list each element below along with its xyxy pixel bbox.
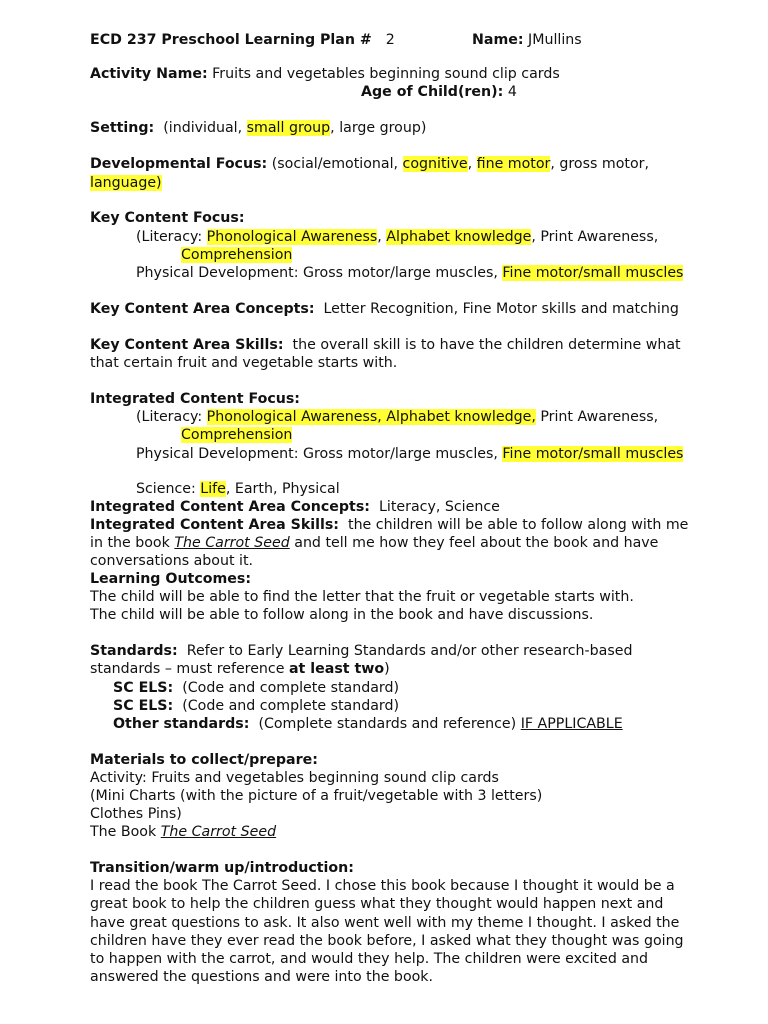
- age-value: 4: [507, 84, 517, 100]
- age-label: Age of Child(ren):: [361, 84, 504, 100]
- materials-book: The Book The Carrot Seed: [90, 824, 277, 840]
- life-highlight: Life: [200, 481, 226, 497]
- integrated-concepts-line: Integrated Content Area Concepts: Literacy, Science: [90, 499, 500, 515]
- transition-line: have great questions to ask. It also went well with my theme I thought. I asked the: [90, 915, 680, 931]
- book-title: The Carrot Seed: [174, 535, 290, 551]
- integrated-comprehension-line: [181, 426, 292, 444]
- materials-mini-charts: (Mini Charts (with the picture of a fruit/vegetable with 3 letters): [90, 788, 543, 804]
- transition-line: children have they ever read the book before, I asked what they thought was going: [90, 933, 684, 949]
- transition-heading: Transition/warm up/introduction:: [90, 860, 354, 876]
- activity-line: [90, 65, 560, 83]
- cognitive-highlight: cognitive: [402, 156, 468, 172]
- standards-line-2: standards – must reference at least two): [90, 661, 390, 677]
- transition-line: answered the questions and were into the book.: [90, 969, 434, 985]
- phonological-highlight: Phonological Awareness: [206, 229, 378, 245]
- integrated-skills-line-3: conversations about it.: [90, 553, 254, 569]
- other-standards-line: Other standards: (Complete standards and reference) IF APPLICABLE: [113, 716, 623, 732]
- plan-number: 2: [385, 32, 395, 48]
- learning-outcomes-heading: Learning Outcomes:: [90, 571, 252, 587]
- name-value: JMullins: [528, 32, 582, 48]
- transition-line: great book to help the children guess what they thought would happen next and: [90, 896, 664, 912]
- learning-outcome-1: The child will be able to find the letter that the fruit or vegetable starts with.: [90, 589, 634, 605]
- setting-highlight: small group: [246, 120, 331, 136]
- alphabet-highlight: Alphabet knowledge: [386, 229, 532, 245]
- learning-outcome-2: The child will be able to follow along in the book and have discussions.: [90, 607, 594, 623]
- key-physical-line: Physical Development: Gross motor/large muscles, Fine motor/small muscles: [136, 265, 684, 281]
- transition-line: to happen with the carrot, and would they help. The children were excited and: [90, 951, 649, 967]
- sc-els-line-1: SC ELS: (Code and complete standard): [113, 680, 400, 696]
- fine-motor-small-highlight: Fine motor/small muscles: [502, 265, 684, 281]
- key-comprehension-line: [181, 246, 292, 264]
- key-skills-line: Key Content Area Skills: the overall skill is to have the children determine what: [90, 337, 681, 353]
- transition-line: I read the book The Carrot Seed. I chose this book because I thought it would be a: [90, 878, 675, 894]
- developmental-focus-line: Developmental Focus: (social/emotional, cognitive, fine motor, gross motor,: [90, 156, 649, 172]
- integrated-comprehension-highlight: Comprehension: [181, 427, 293, 443]
- integrated-literacy-line: (Literacy: Phonological Awareness, Alphabet knowledge, Print Awareness,: [136, 409, 659, 425]
- name-label: Name:: [472, 32, 524, 48]
- materials-activity-line: Activity: Fruits and vegetables beginning sound clip cards: [90, 770, 499, 786]
- integrated-skills-line: Integrated Content Area Skills: the children will be able to follow along with me: [90, 517, 689, 533]
- science-line: Science: Life, Earth, Physical: [136, 481, 340, 497]
- setting-label: Setting:: [90, 120, 155, 136]
- key-literacy-line: (Literacy: Phonological Awareness, Alphabet knowledge, Print Awareness,: [136, 229, 659, 245]
- key-skills-line-2: that certain fruit and vegetable starts with.: [90, 355, 398, 371]
- plan-label: ECD 237 Preschool Learning Plan #: [90, 32, 372, 48]
- sc-els-line-2: SC ELS: (Code and complete standard): [113, 698, 400, 714]
- comprehension-highlight: Comprehension: [181, 247, 293, 263]
- materials-clothes-pins: Clothes Pins): [90, 806, 182, 822]
- activity-label: Activity Name:: [90, 66, 208, 82]
- header-line: [90, 31, 395, 49]
- materials-heading: Materials to collect/prepare:: [90, 752, 318, 768]
- activity-value: Fruits and vegetables beginning sound clip cards: [212, 66, 560, 82]
- language-highlight: language): [90, 175, 162, 191]
- integrated-fine-motor-highlight: Fine motor/small muscles: [502, 446, 684, 462]
- developmental-focus-line-2: [90, 174, 162, 192]
- age-line: [361, 83, 517, 101]
- integrated-focus-heading: Integrated Content Focus:: [90, 391, 300, 407]
- integrated-phonological-highlight: Phonological Awareness, Alphabet knowledge,: [206, 409, 536, 425]
- setting-line: Setting: (individual, small group, large group): [90, 120, 427, 136]
- fine-motor-highlight: fine motor: [476, 156, 551, 172]
- standards-line: Standards: Refer to Early Learning Standards and/or other research-based: [90, 643, 633, 659]
- integrated-skills-line-2: in the book The Carrot Seed and tell me how they feel about the book and have: [90, 535, 659, 551]
- if-applicable: IF APPLICABLE: [520, 716, 623, 732]
- key-content-focus-heading: Key Content Focus:: [90, 210, 245, 226]
- developmental-focus-label: Developmental Focus:: [90, 156, 268, 172]
- integrated-physical-line: Physical Development: Gross motor/large muscles, Fine motor/small muscles: [136, 446, 684, 462]
- name-line: [472, 31, 582, 49]
- key-concepts-line: Key Content Area Concepts: Letter Recognition, Fine Motor skills and matching: [90, 301, 679, 317]
